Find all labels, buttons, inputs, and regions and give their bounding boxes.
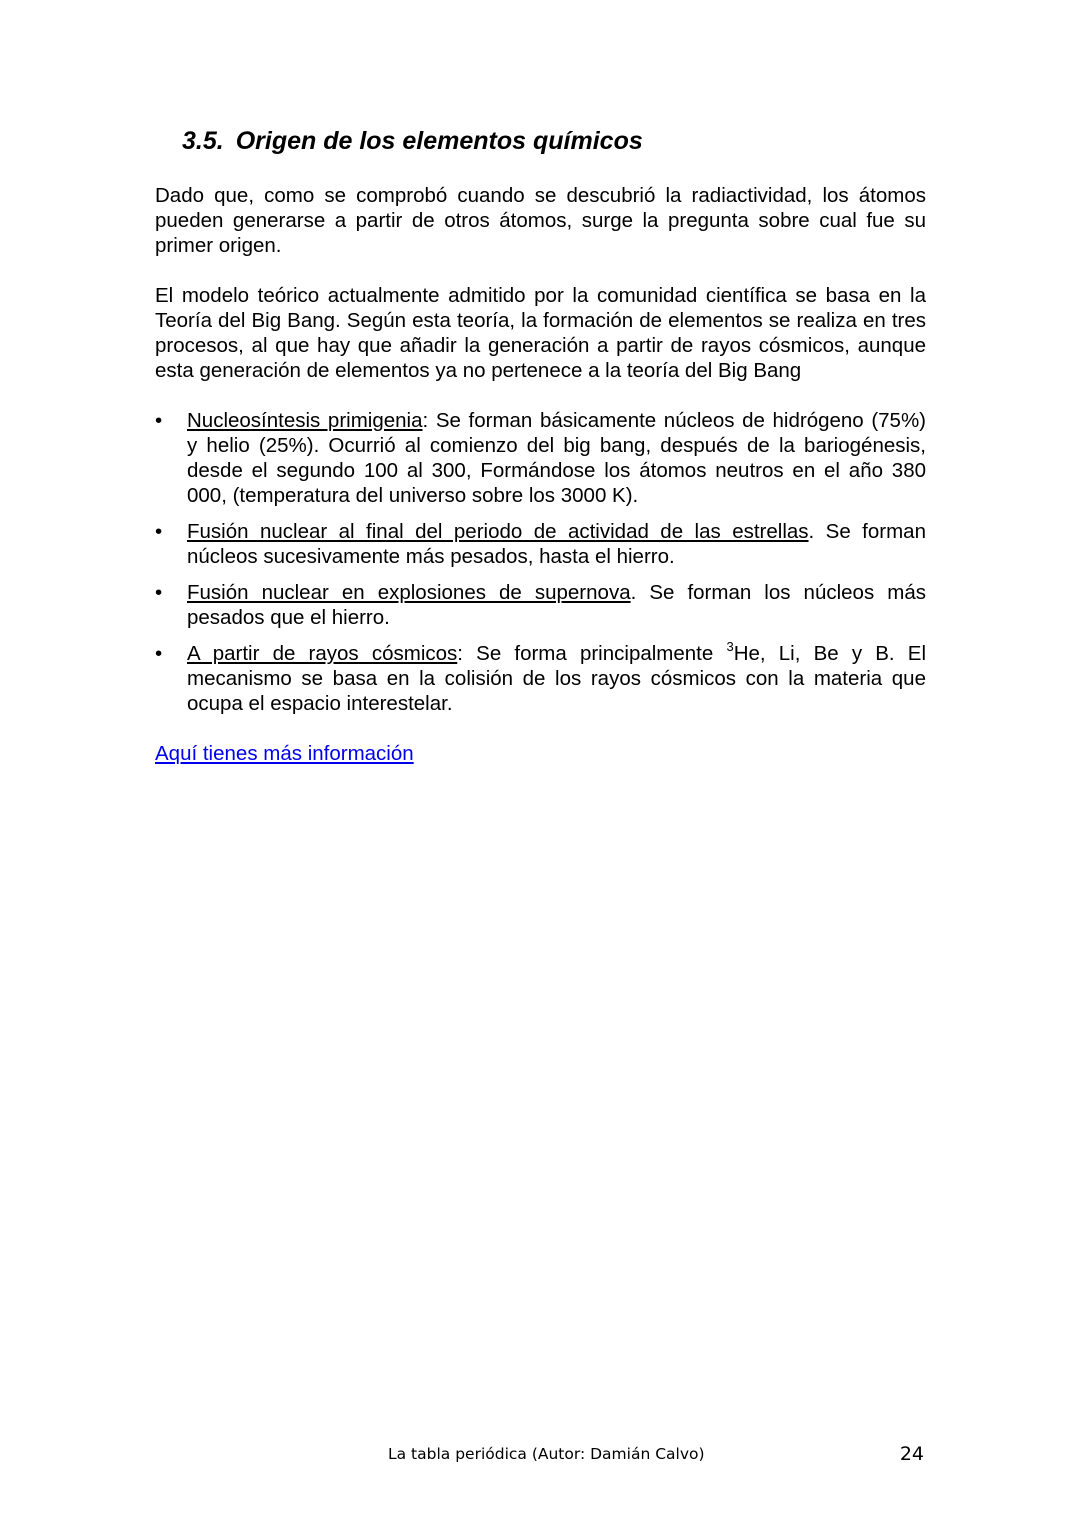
footer-text: La tabla periódica (Autor: Damián Calvo) [388, 1445, 705, 1463]
paragraph-big-bang: El modelo teórico actualmente admitido por la comunidad científica se basa en la Teoría del Big Bang. Según esta teoría, la formación de elementos se realiza en tres procesos, al que hay que añadir la generación a partir de rayos cósmicos, aunque esta generación de elementos ya no pertenece a la teoría del Big Bang [155, 284, 926, 382]
list-item-term: Nucleosíntesis primigenia [187, 409, 423, 432]
document-body [155, 183, 926, 766]
list-item [155, 641, 926, 716]
list-item [155, 408, 926, 508]
bullet-icon: • [155, 520, 163, 543]
bullet-icon: • [155, 409, 163, 432]
list-item-text: : Se forman básicamente núcleos de hidrógeno (75%) y helio (25%). Ocurrió al comienzo del big bang, después de la bariogénesis, desde el segundo 100 al 300, Formándose los átomos neutros en el año 380 000, (temperatura del universo sobre los 3000 K). [187, 409, 927, 507]
paragraph-intro: Dado que, como se comprobó cuando se descubrió la radiactividad, los átomos pueden generarse a partir de otros átomos, surge la pregunta sobre cual fue su primer origen. [155, 184, 926, 257]
list-item-text: . Se forman los núcleos más pesados que el hierro. [187, 581, 926, 629]
section-heading [182, 127, 643, 156]
section-title: Origen de los elementos químicos [235, 127, 643, 155]
list-item-text-continued: He, Li, Be y B. El mecanismo se basa en la colisión de los rayos cósmicos con la materia que ocupa el espacio interestelar. [187, 642, 926, 715]
list-item-text: : Se forma principalmente [457, 642, 727, 665]
bullet-icon: • [155, 642, 163, 665]
processes-list [155, 408, 926, 716]
page-number: 24 [899, 1443, 924, 1465]
bullet-icon: • [155, 581, 163, 604]
list-item-term: A partir de rayos cósmicos [187, 642, 458, 665]
superscript-mass-number: 3 [726, 639, 734, 655]
list-item [155, 519, 926, 569]
list-item-term: Fusión nuclear al final del periodo de actividad de las estrellas [187, 520, 809, 543]
list-item-term: Fusión nuclear en explosiones de supernova [187, 581, 631, 604]
more-info-link[interactable]: Aquí tienes más información [155, 742, 414, 765]
list-item [155, 580, 926, 630]
page-footer [0, 1443, 1080, 1467]
list-item-text: . Se forman núcleos sucesivamente más pesados, hasta el hierro. [187, 520, 926, 568]
section-number: 3.5. [182, 127, 224, 155]
